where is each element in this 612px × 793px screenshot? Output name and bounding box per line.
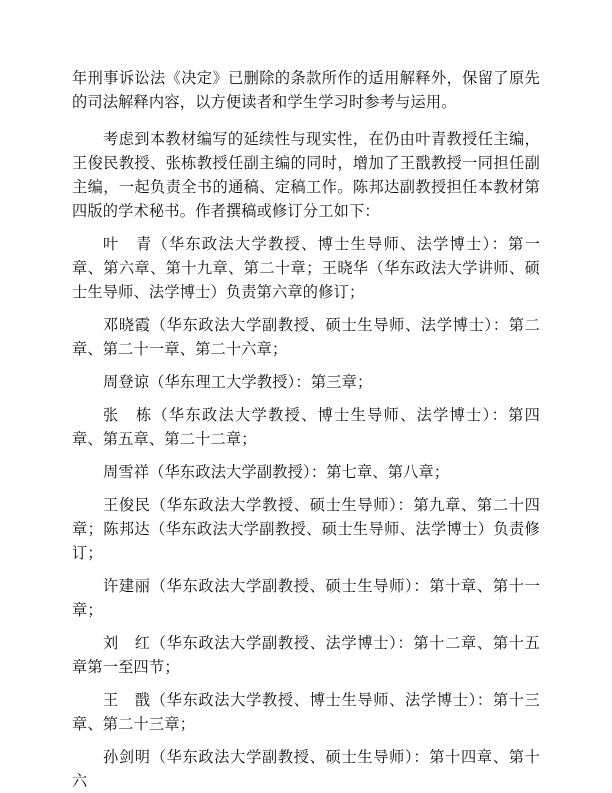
paragraph-author-sun-jianming: 孙剑明（华东政法大学副教授、硕士生导师）：第十四章、第十六 <box>72 748 540 790</box>
paragraph-author-zhou-dengliang: 周登谅（华东理工大学教授）：第三章； <box>103 373 373 391</box>
paragraph-author-ye-qing: 叶 青（华东政法大学教授、博士生导师、法学博士）：第一章、第六章、第十九章、第二十章；王晓华（华东政法大学讲师、硕士生导师、法学博士）负责第六章的修订； <box>72 235 540 301</box>
paragraph-author-xu-jianli: 许建丽（华东政法大学副教授、硕士生导师）：第十章、第十一章； <box>72 577 540 619</box>
paragraph-editors: 考虑到本教材编写的延续性与现实性，在仍由叶青教授任主编，王俊民教授、张栋教授任副主编的同时，增加了王戬教授一同担任副主编，一起负责全书的通稿、定稿工作。陈邦达副教授担任本教材第四版的学术秘书。作者撰稿或修订分工如下： <box>72 130 540 220</box>
paragraph-author-zhang-dong: 张 栋（华东政法大学教授、博士生导师、法学博士）：第四章、第五章、第二十二章； <box>72 406 540 448</box>
paragraph-author-deng-xiaoxia: 邓晓霞（华东政法大学副教授、硕士生导师、法学博士）：第二章、第二十一章、第二十六章； <box>72 316 540 358</box>
paragraph-continuation: 年刑事诉讼法《决定》已删除的条款所作的适用解释外，保留了原先的司法解释内容，以方便读者和学生学习时参考与运用。 <box>72 69 540 111</box>
paragraph-author-wang-junmin: 王俊民（华东政法大学教授、硕士生导师）：第九章、第二十四章；陈邦达（华东政法大学副教授、硕士生导师、法学博士）负责修订； <box>72 496 540 562</box>
paragraph-author-liu-hong: 刘 红（华东政法大学副教授、法学博士）：第十二章、第十五章第一至四节； <box>72 634 540 676</box>
paragraph-author-zhou-xuexiang: 周雪祥（华东政法大学副教授）：第七章、第八章； <box>103 463 450 481</box>
paragraph-author-wang-jian: 王 戬（华东政法大学教授、博士生导师、法学博士）：第十三章、第二十三章； <box>72 691 540 733</box>
body-text <box>72 66 540 793</box>
